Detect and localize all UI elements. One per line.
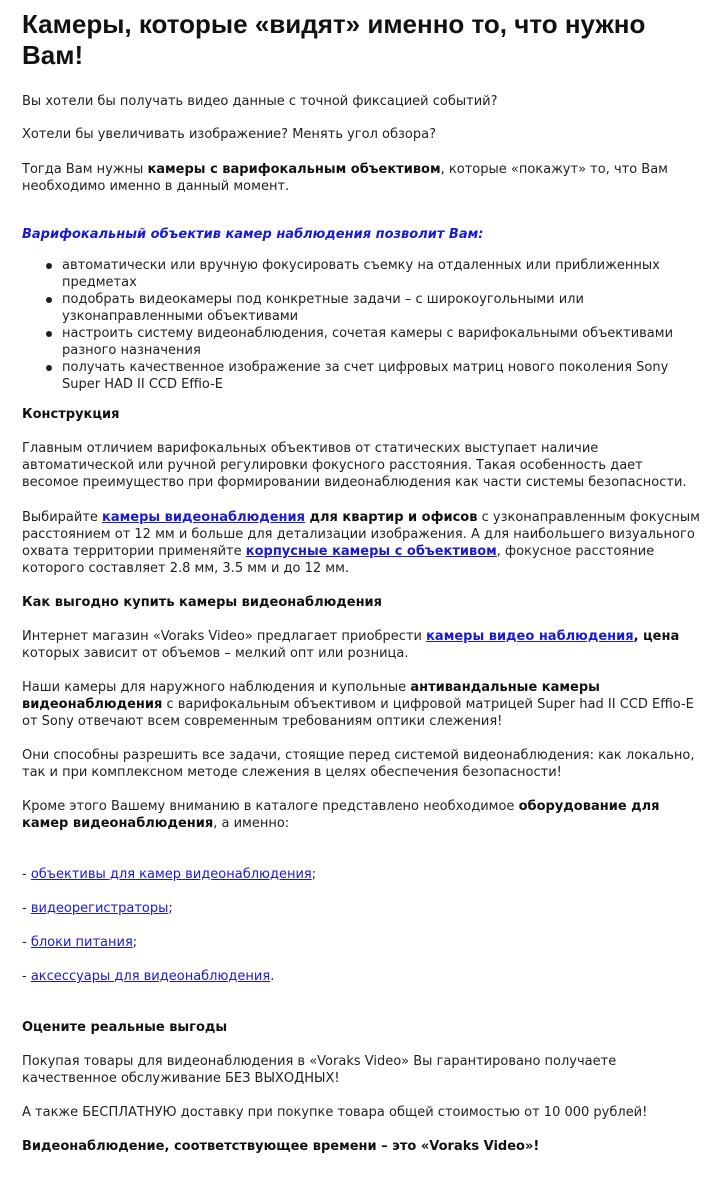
list-item	[22, 359, 702, 393]
link-recorders[interactable]: видеорегистраторы	[30, 901, 169, 916]
intro-text: , которые «покажут» то, что Вам необходимо именно в данный момент.	[22, 162, 668, 194]
dash: -	[22, 935, 31, 950]
list-item	[22, 257, 702, 291]
bullet-icon	[46, 297, 52, 303]
intro-question-2: Хотели бы увеличивать изображение? Менять угол обзора?	[22, 127, 436, 142]
bold-text: для квартир и офисов	[305, 510, 478, 525]
intro-paragraph	[22, 161, 702, 195]
list-item-text: получать качественное изображение за счет цифровых матриц нового поколения Sony Super HAD II CCD Effio-E	[62, 360, 669, 392]
closing-statement: Видеонаблюдение, соответствующее времени – это «Voraks Video»!	[22, 1139, 540, 1154]
punctuation: ;	[311, 867, 317, 882]
bullet-icon	[46, 331, 52, 337]
link-video-cameras[interactable]: камеры видео наблюдения	[426, 629, 634, 644]
benefits-heading: Варифокальный объектив камер наблюдения позволит Вам:	[22, 227, 484, 242]
intro-question-1: Вы хотели бы получать видео данные с точной фиксацией событий?	[22, 94, 498, 109]
link-cameras[interactable]: камеры видеонаблюдения	[102, 510, 305, 525]
equipment-item	[22, 934, 702, 951]
text: с узконаправленным фокусным расстоянием от 12 мм и больше для детализации изображения. А для наибольшего визуального охвата территории применяйте	[22, 510, 700, 559]
text: Выбирайте	[22, 510, 103, 525]
value-paragraph-1: Покупая товары для видеонаблюдения в «Voraks Video» Вы гарантировано получаете качественное обслуживание БЕЗ ВЫХОДНЫХ!	[22, 1054, 617, 1086]
buy-paragraph-2	[22, 679, 702, 730]
intro-bold: камеры с варифокальным объективом	[147, 162, 441, 177]
link-power-supplies[interactable]: блоки питания	[30, 935, 133, 950]
benefits-list	[22, 257, 702, 393]
link-lenses[interactable]: объективы для камер видеонаблюдения	[30, 867, 312, 882]
bullet-icon	[46, 365, 52, 371]
list-item-text: подобрать видеокамеры под конкретные задачи – с широкоугольными или узконаправленными объективами	[62, 292, 584, 324]
page-title: Камеры, которые «видят» именно то, что нужно Вам!	[22, 9, 646, 70]
value-heading: Оцените реальные выгоды	[22, 1020, 228, 1035]
list-item-text: автоматически или вручную фокусировать съемку на отдаленных или приближенных предметах	[62, 258, 660, 290]
buy-paragraph-4	[22, 798, 702, 832]
text: , а именно:	[213, 816, 290, 831]
construction-heading: Конструкция	[22, 407, 120, 422]
dash: -	[22, 867, 31, 882]
text: , фокусное расстояние которого составляет 2.8 мм, 3.5 мм и до 12 мм.	[22, 544, 655, 576]
text: с варифокальным объективом и цифровой матрицей Super had II CCD Effio-E от Sony отвечают всем современным требованиям оптики слежения!	[22, 697, 694, 729]
punctuation: .	[270, 969, 275, 984]
buy-paragraph-1	[22, 628, 702, 662]
equipment-item	[22, 968, 702, 985]
bold-text: оборудование для камер видеонаблюдения	[22, 799, 660, 831]
link-body-cameras[interactable]: корпусные камеры с объективом	[245, 544, 497, 559]
dash: -	[22, 901, 31, 916]
text: Наши камеры для наружного наблюдения и купольные	[22, 680, 411, 695]
dash: -	[22, 969, 31, 984]
value-paragraph-2: А также БЕСПЛАТНУЮ доставку при покупке товара общей стоимостью от 10 000 рублей!	[22, 1105, 648, 1120]
bullet-icon	[46, 263, 52, 269]
equipment-item	[22, 866, 702, 883]
equipment-item	[22, 900, 702, 917]
list-item	[22, 325, 702, 359]
text: Кроме этого Вашему вниманию в каталоге представлено необходимое	[22, 799, 519, 814]
intro-text: Тогда Вам нужны	[22, 162, 148, 177]
buy-paragraph-3: Они способны разрешить все задачи, стоящие перед системой видеонаблюдения: как локально, так и при комплексном методе слежения в целях обеспечения безопасности!	[22, 748, 695, 780]
construction-paragraph-2	[22, 509, 702, 577]
punctuation: ;	[168, 901, 173, 916]
list-item-text: настроить систему видеонаблюдения, сочетая камеры с варифокальными объективами разного назначения	[62, 326, 674, 358]
list-item	[22, 291, 702, 325]
bold-text: антивандальные камеры видеонаблюдения	[22, 680, 600, 712]
construction-paragraph-1: Главным отличием варифокальных объективов от статических выступает наличие автоматической или ручной регулировки фокусного расстояния. Такая особенность дает весомое преимущество при формировании видеонаблюдения как части системы безопасности.	[22, 441, 687, 490]
bold-text: , цена	[633, 629, 680, 644]
buy-heading: Как выгодно купить камеры видеонаблюдения	[22, 595, 383, 610]
link-accessories[interactable]: аксессуары для видеонаблюдения	[30, 969, 271, 984]
punctuation: ;	[132, 935, 138, 950]
text: которых зависит от объемов – мелкий опт или розница.	[22, 646, 409, 661]
text: Интернет магазин «Voraks Video» предлагает приобрести	[22, 629, 427, 644]
